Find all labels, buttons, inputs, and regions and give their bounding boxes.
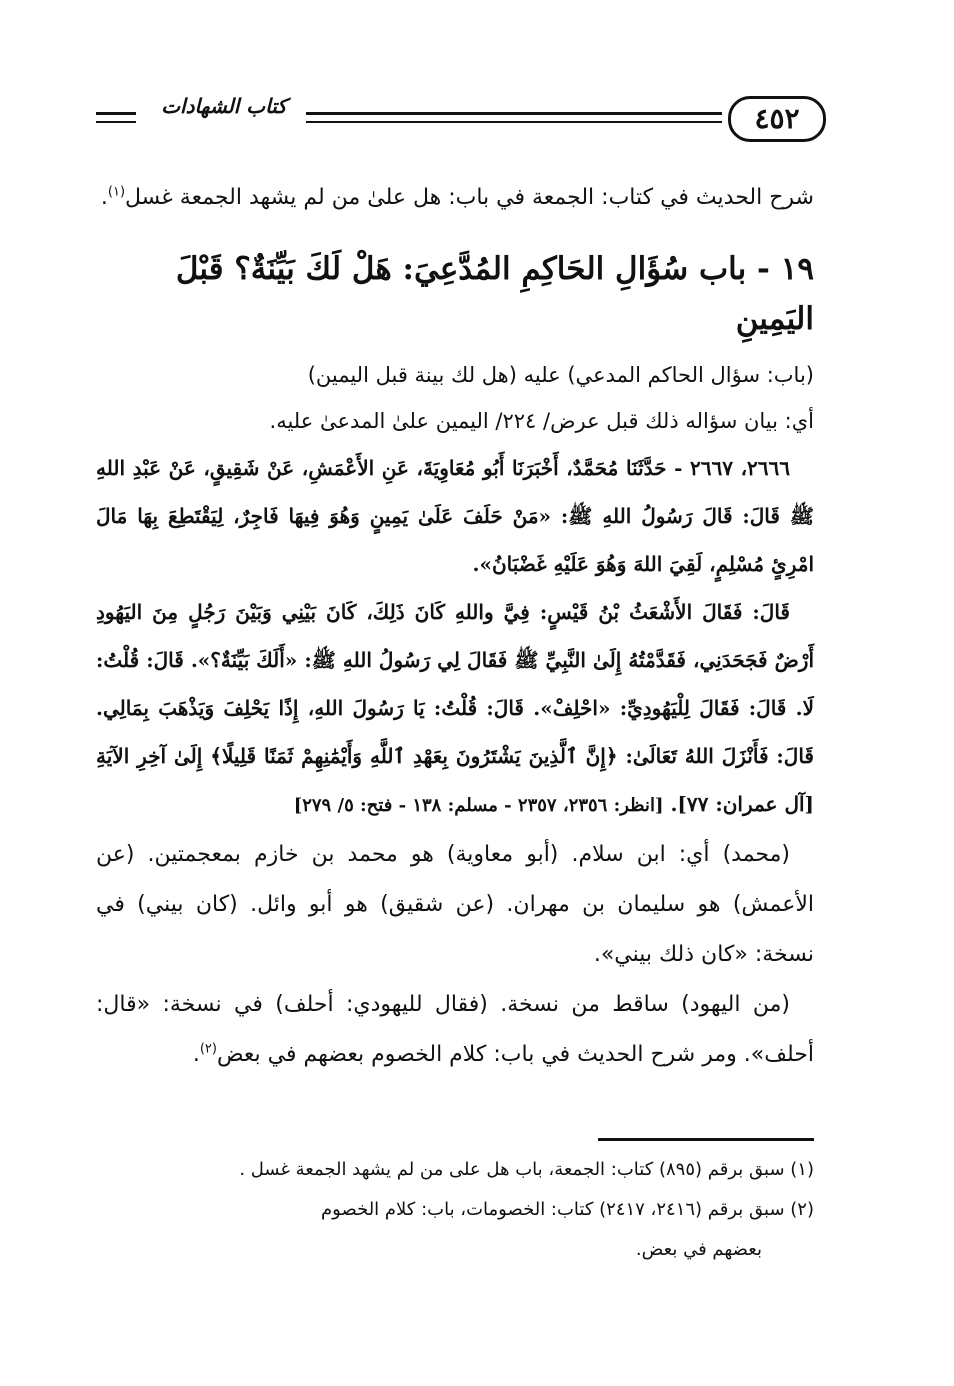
page-number: ٤٥٢ [728, 96, 826, 142]
footnote-2-continued: بعضهم في بعض. [635, 1239, 762, 1260]
commentary-text-2: (من اليهود) ساقط من نسخة. (فقال لليهودي: أحلف) في نسخة: «قال: أحلف». ومر شرح الحديث في باب: كلام الخصوم بعضهم في بعض [96, 992, 814, 1067]
footnote-2: (٢) سبق برقم (٢٤١٦، ٢٤١٧) كتاب: الخصومات، باب: كلام الخصوم [321, 1199, 814, 1220]
hadith-matn [96, 588, 814, 830]
footnote-1: (١) سبق برقم (٨٩٥) كتاب: الجمعة، باب هل على من لم يشهد الجمعة غسل . [239, 1159, 814, 1180]
commentary-paragraph-1: (محمد) أي: ابن سلام. (أبو معاوية) هو محمد بن خازم بمعجمتين. (عن الأعمش) هو سليمان بن مهران. (عن شقيق) هو أبو وائل. (كان بيني) في نسخة: «كان ذلك بيني». [96, 842, 814, 967]
footnote-ref-1: (١) [107, 184, 126, 200]
chapter-heading: ١٩ - باب سُؤَالِ الحَاكِمِ المُدَّعِيَ: هَلْ لَكَ بَيِّنَةٌ؟ قَبْلَ اليَمِينِ [175, 251, 814, 337]
chapter-explanation-2: أي: بيان سؤاله ذلك قبل عرض/ ٢٢٤/ اليمين علىٰ المدعىٰ عليه. [269, 409, 814, 433]
hadith-reference: [انظر: ٢٣٥٦، ٢٣٥٧ - مسلم: ١٣٨ - فتح: ٥/ ٢٧٩] [293, 795, 664, 816]
header-rule-left [96, 112, 136, 123]
intro-end: . [100, 185, 108, 210]
hadith-matn-text: قَالَ: فَقَالَ الأَشْعَثُ بْنُ قَيْسٍ: فِيَّ واللهِ كَانَ ذَلِكَ، كَانَ بَيْنِي وَبَيْنَ رَجُلٍ مِنَ اليَهُودِ أَرْضٌ فَجَحَدَنِي، فَقَدَّمْتُهُ إِلَىٰ النَّبِيِّ ﷺ فَقَالَ لِي رَسُولُ اللهِ ﷺ: «أَلَكَ بَيِّنَةٌ؟». قَالَ: قُلْتُ: لَا. قَالَ: فَقَالَ لِلْيَهُودِيِّ: «احْلِفْ». قَالَ: قُلْتُ: يَا رَسُولَ اللهِ، إِذًا يَحْلِفَ وَيَذْهَبَ بِمَالِي. قَالَ: فَأَنْزَلَ اللهُ تَعَالَىٰ: ﴿إِنَّ ٱلَّذِينَ يَشْتَرُونَ بِعَهْدِ ٱللَّهِ وَأَيْمَٰنِهِمْ ثَمَنًا قَلِيلًا﴾ إِلَىٰ آخِرِ الآيَةِ [آل عمران: ٧٧]. [96, 600, 814, 816]
hadith-isnad: ٢٦٦٦، ٢٦٦٧ - حَدَّثَنَا مُحَمَّدٌ، أَخْبَرَنَا أَبُو مُعَاوِيَةَ، عَنِ الأَعْمَشِ، عَنْ شَقِيقٍ، عَنْ عَبْدِ اللهِ ﷺ قَالَ: قَالَ رَسُولُ اللهِ ﷺ: «مَنْ حَلَفَ عَلَىٰ يَمِينٍ وَهُوَ فِيهَا فَاجِرٌ، لِيَقْتَطِعَ بِهَا مَالَ امْرِئٍ مُسْلِمٍ، لَقِيَ اللهَ وَهُوَ عَلَيْهِ غَضْبَانُ». [96, 456, 814, 576]
chapter-explanation-1: (باب: سؤال الحاكم المدعي) عليه (هل لك بينة قبل اليمين) [307, 363, 814, 387]
page-header [96, 92, 812, 148]
intro-paragraph [96, 170, 814, 226]
footnote-separator [598, 1138, 814, 1141]
footnotes [96, 1150, 814, 1270]
commentary-paragraph-2 [96, 980, 814, 1080]
commentary-end-2: . [192, 1042, 200, 1067]
intro-text: شرح الحديث في كتاب: الجمعة في باب: هل علىٰ من لم يشهد الجمعة غسل [125, 185, 814, 210]
header-rule [306, 112, 722, 123]
running-title: كتاب الشهادات [161, 94, 287, 118]
footnote-ref-2: (٢) [199, 1041, 217, 1057]
page-body [96, 170, 814, 1080]
